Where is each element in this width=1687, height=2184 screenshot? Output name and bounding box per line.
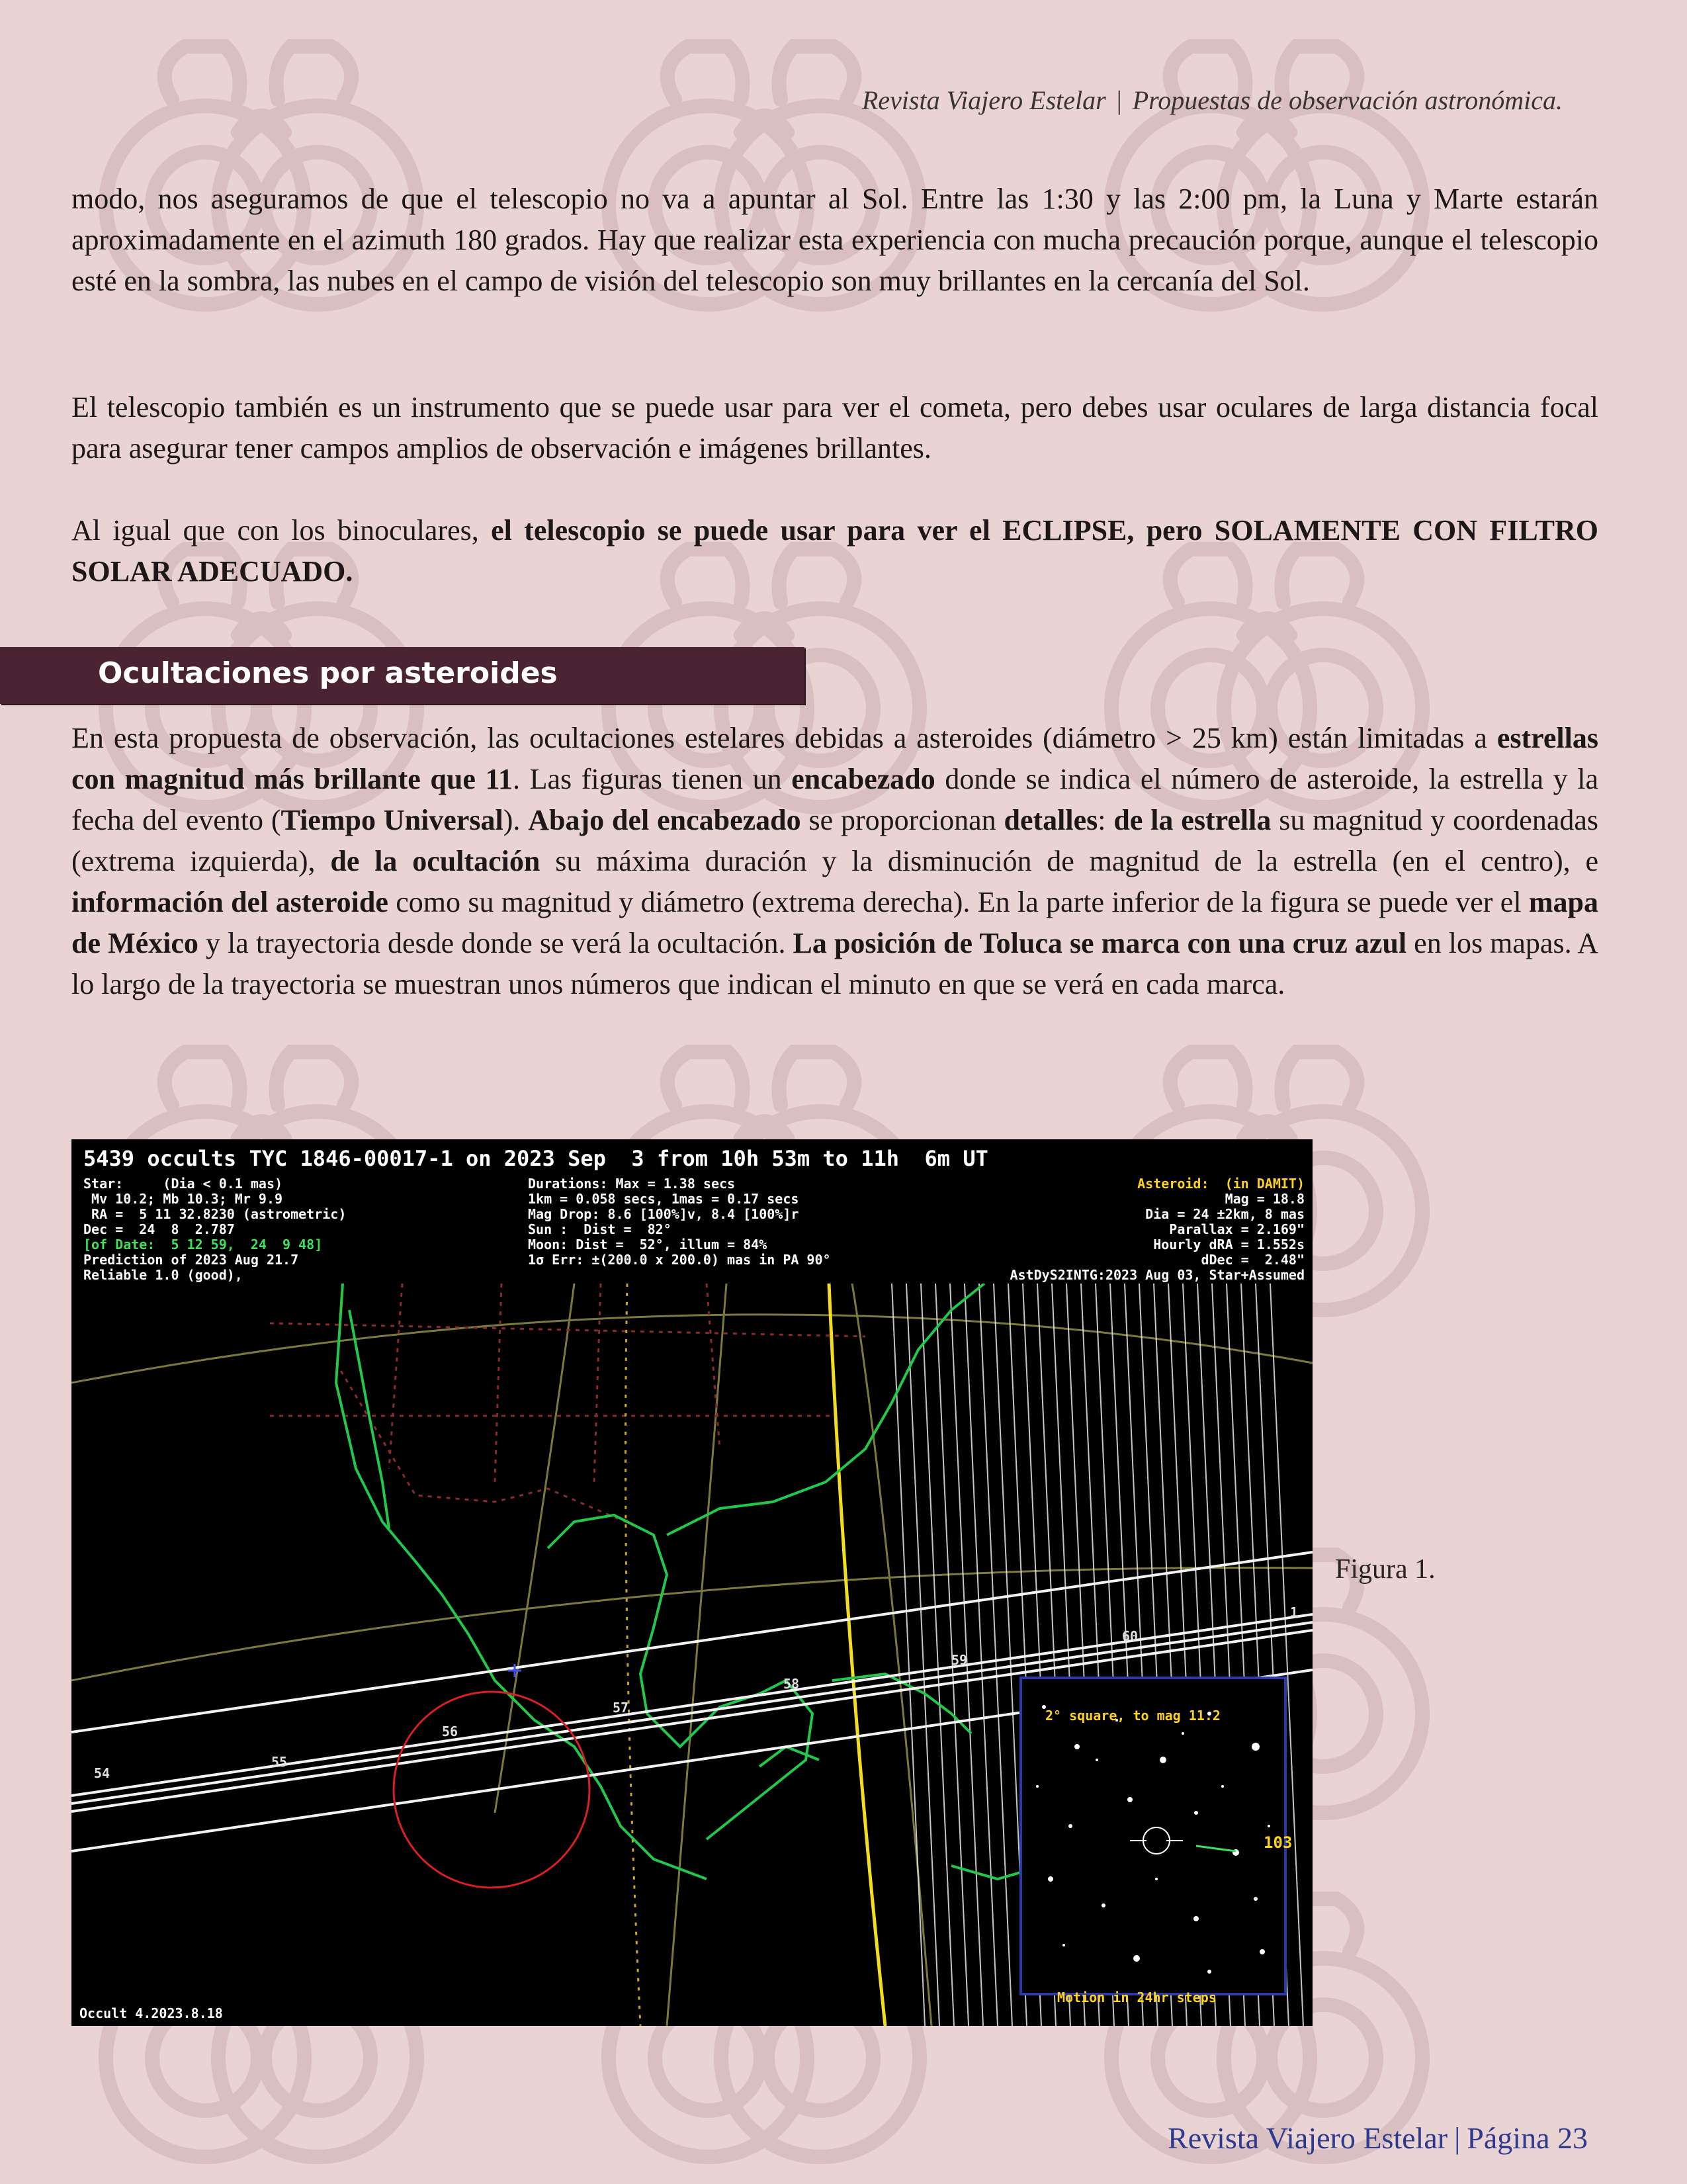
minute-label: 59 xyxy=(951,1652,968,1668)
paragraph-telescope-comet: El telescopio también es un instrumento que se puede usar para ver el cometa, pero debes usar oculares de larga distancia focal para asegurar tener campos amplios de observación e imágenes brillantes. xyxy=(71,391,1598,464)
header-section: Propuestas de observación astronómica. xyxy=(1132,85,1563,115)
detail-line: Asteroid: (in DAMIT) xyxy=(1137,1176,1305,1192)
footer-separator: | xyxy=(1454,2121,1461,2155)
text-run: y la trayectoria desde donde se verá la ocultación. xyxy=(198,927,793,959)
minute-label: 1 xyxy=(1290,1604,1299,1620)
footer-page-number: Página 23 xyxy=(1467,2121,1588,2155)
asteroid-details-block xyxy=(1010,1176,1305,1283)
figure-caption: Figura 1. xyxy=(1335,1554,1436,1585)
bold-phrase: Tiempo Universal xyxy=(281,804,503,836)
minute-label: 54 xyxy=(94,1765,110,1781)
minute-label: 57 xyxy=(613,1700,629,1716)
minute-label: 56 xyxy=(442,1724,458,1739)
text-run: . Las figuras tienen un xyxy=(513,763,792,795)
detail-line: Hourly dRA = 1.552s xyxy=(1153,1237,1305,1252)
detail-line: dDec = 2.48" xyxy=(1201,1252,1305,1268)
text-run: En esta propuesta de observación, las ocultaciones estelares debidas a asteroides (diámetro > 25 km) están limitadas a xyxy=(71,722,1497,754)
paragraph-occultations xyxy=(71,718,1598,1005)
footer-magazine: Revista Viajero Estelar xyxy=(1168,2121,1448,2155)
occultation-map-figure xyxy=(71,1139,1313,2026)
detail-line: Mag = 18.8 xyxy=(1225,1191,1305,1207)
header-separator: | xyxy=(1116,85,1122,115)
detail-line: Dec = 24 8 2.787 xyxy=(83,1221,235,1237)
eclipse-warning-bold: el telescopio se puede usar para ver el ECLIPSE, pero SOLAMENTE CON FILTRO SOLAR ADECUADO. xyxy=(71,514,1598,588)
detail-line: AstDyS2INTG:2023 Aug 03, Star+Assumed xyxy=(1010,1267,1305,1283)
bold-phrase: información del asteroide xyxy=(71,886,388,918)
minute-label: 55 xyxy=(271,1754,288,1770)
text-run: donde se indica el número de asteroide, la estrella y la fecha del evento ( xyxy=(71,763,1599,836)
bold-phrase: encabezado xyxy=(791,763,935,795)
text-run: se proporcionan xyxy=(800,804,1004,836)
bold-phrase: La posición de Toluca se marca con una cruz azul xyxy=(793,927,1407,959)
bold-phrase: Abajo del encabezado xyxy=(528,804,801,836)
star-field-inset xyxy=(1021,1678,1285,1994)
bold-phrase: de la estrella xyxy=(1113,804,1272,836)
detail-line: 1σ Err: ±(200.0 x 200.0) mas in PA 90° xyxy=(528,1252,831,1268)
page-footer xyxy=(1168,2120,1588,2156)
occultation-map xyxy=(71,1284,1313,2026)
header-magazine: Revista Viajero Estelar xyxy=(861,85,1106,115)
text-run: : xyxy=(1098,804,1114,836)
section-title: Ocultaciones por asteroides xyxy=(98,656,558,690)
detail-line: Reliable 1.0 (good), xyxy=(83,1267,243,1283)
bold-phrase: estrellas con magnitud más brillante que 11 xyxy=(71,722,1598,795)
star-details-block xyxy=(83,1176,346,1283)
detail-line: 1km = 0.058 secs, 1mas = 0.17 secs xyxy=(528,1191,799,1207)
detail-line: RA = 5 11 32.8230 (astrometric) xyxy=(83,1206,347,1222)
bold-phrase: mapa de México xyxy=(71,886,1598,959)
text-run: como su magnitud y diámetro (extrema derecha). En la parte inferior de la figura se puede ver el xyxy=(388,886,1529,918)
eclipse-warning-intro: Al igual que con los binoculares, xyxy=(71,514,492,546)
inset-star-label: 103 xyxy=(1264,1833,1293,1852)
detail-line: Moon: Dist = 52°, illum = 84% xyxy=(528,1237,767,1252)
detail-line: Sun : Dist = 82° xyxy=(528,1221,671,1237)
text-run: su magnitud y coordenadas (extrema izquierda), xyxy=(71,804,1599,877)
paragraph-eclipse-warning xyxy=(71,510,1598,592)
bold-phrase: de la ocultación xyxy=(330,845,541,877)
detail-line: Prediction of 2023 Aug 21.7 xyxy=(83,1252,299,1268)
inset-footer: Motion in 24hr steps xyxy=(1057,1989,1217,2005)
minute-label: 60 xyxy=(1122,1628,1139,1644)
text-run: en los mapas. A lo largo de la trayectoria se muestran unos números que indican el minuto en que se verá en cada marca. xyxy=(71,927,1599,1000)
paragraph-telescope-safety: modo, nos aseguramos de que el telescopio no va a apuntar al Sol. Entre las 1:30 y las 2:00 pm, la Luna y Marte estarán aproximadamente en el azimuth 180 grados. Hay que realizar esta experiencia con mucha precaución porque, aunque el telescopio esté en la sombra, las nubes en el campo de visión del telescopio son muy brillantes en la cercanía del Sol. xyxy=(71,183,1598,297)
detail-line: Durations: Max = 1.38 secs xyxy=(528,1176,736,1192)
detail-line: Parallax = 2.169" xyxy=(1169,1221,1305,1237)
detail-line: Dia = 24 ±2km, 8 mas xyxy=(1145,1206,1305,1222)
occultation-details-block xyxy=(528,1176,831,1268)
text-run: su máxima duración y la disminución de magnitud de la estrella (en el centro), e xyxy=(540,845,1599,877)
detail-line: Mv 10.2; Mb 10.3; Mr 9.9 xyxy=(83,1191,283,1207)
figure-title: 5439 occults TYC 1846-00017-1 on 2023 Sep 3 from 10h 53m to 11h 6m UT xyxy=(83,1146,988,1171)
section-header-bar xyxy=(0,647,804,704)
text-run: ). xyxy=(503,804,529,836)
detail-line: Star: (Dia < 0.1 mas) xyxy=(83,1176,283,1192)
minute-label: 58 xyxy=(783,1676,800,1692)
detail-line: [of Date: 5 12 59, 24 9 48] xyxy=(83,1237,323,1252)
running-header xyxy=(862,85,1563,116)
software-version: Occult 4.2023.8.18 xyxy=(79,2005,223,2021)
bold-phrase: detalles xyxy=(1004,804,1098,836)
detail-line: Mag Drop: 8.6 [100%]v, 8.4 [100%]r xyxy=(528,1206,799,1222)
inset-title: 2° square, to mag 11.2 xyxy=(1045,1708,1221,1724)
